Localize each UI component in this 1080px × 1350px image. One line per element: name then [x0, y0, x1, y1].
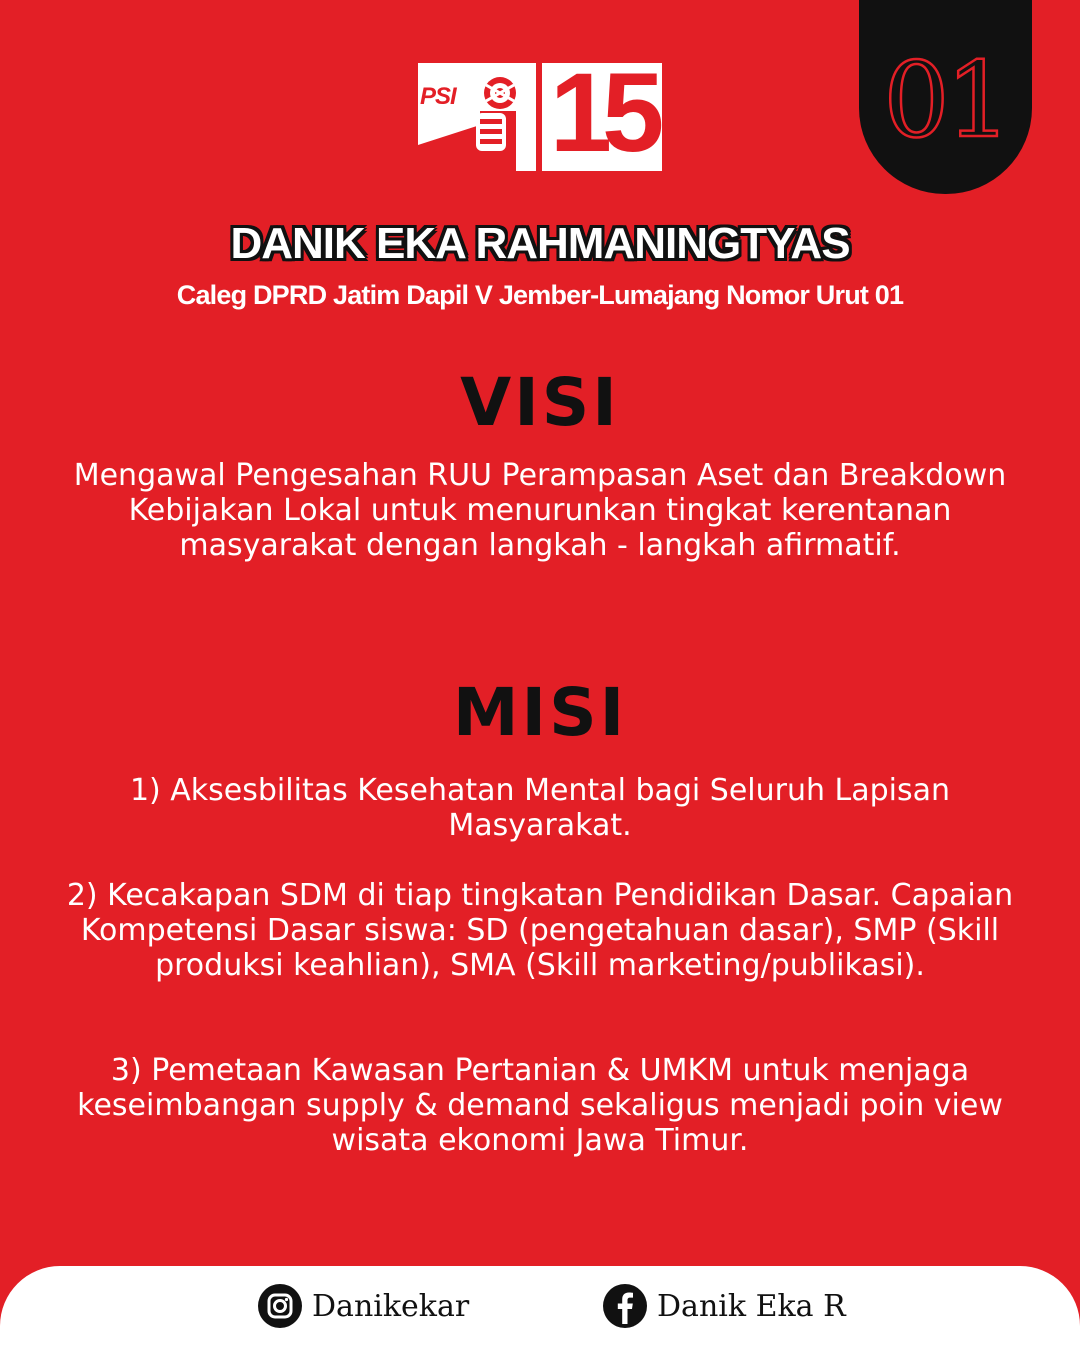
- party-number-block: [542, 50, 662, 175]
- misi-item: 1) Aksesbilitas Kesehatan Mental bagi Seluruh Lapisan Masyarakat.: [129, 773, 951, 843]
- fist-rose-icon: [418, 63, 536, 171]
- misi-heading: MISI: [452, 674, 628, 751]
- psi-logo-text: PSI: [420, 83, 456, 110]
- number-badge: [859, 0, 1032, 194]
- instagram-handle: Danikekar: [312, 1288, 470, 1324]
- visi-text: Mengawal Pengesahan RUU Perampasan Aset dan Breakdown Kebijakan Lokal untuk menurunkan tingkat kerentanan masyarakat dengan langkah - langkah afirmatif.: [73, 458, 1007, 563]
- psi-logo-block: [418, 63, 536, 171]
- facebook-link[interactable]: [603, 1283, 846, 1329]
- instagram-icon: [258, 1284, 302, 1328]
- misi-item: 2) Kecakapan SDM di tiap tingkatan Pendidikan Dasar. Capaian Kompetensi Dasar siswa: SD (pengetahuan dasar), SMP (Skill produksi keahlian), SMA (Skill marketing/publikasi).: [66, 878, 1014, 983]
- facebook-handle: Danik Eka R: [657, 1288, 846, 1324]
- instagram-link[interactable]: [258, 1283, 469, 1329]
- misi-item: 3) Pemetaan Kawasan Pertanian & UMKM untuk menjaga keseimbangan supply & demand sekaligus menjadi poin view wisata ekonomi Jawa Timur.: [77, 1053, 1003, 1158]
- party-logo: [418, 50, 662, 175]
- visi-heading: VISI: [460, 364, 620, 441]
- footer-bar: [0, 1266, 1080, 1350]
- facebook-icon: [603, 1284, 647, 1328]
- candidate-name: DANIK EKA RAHMANINGTYAS: [230, 219, 850, 268]
- number-badge-text: 01: [883, 39, 1008, 161]
- candidate-subtitle: Caleg DPRD Jatim Dapil V Jember-Lumajang Nomor Urut 01: [176, 280, 904, 310]
- party-number: 15: [549, 50, 655, 175]
